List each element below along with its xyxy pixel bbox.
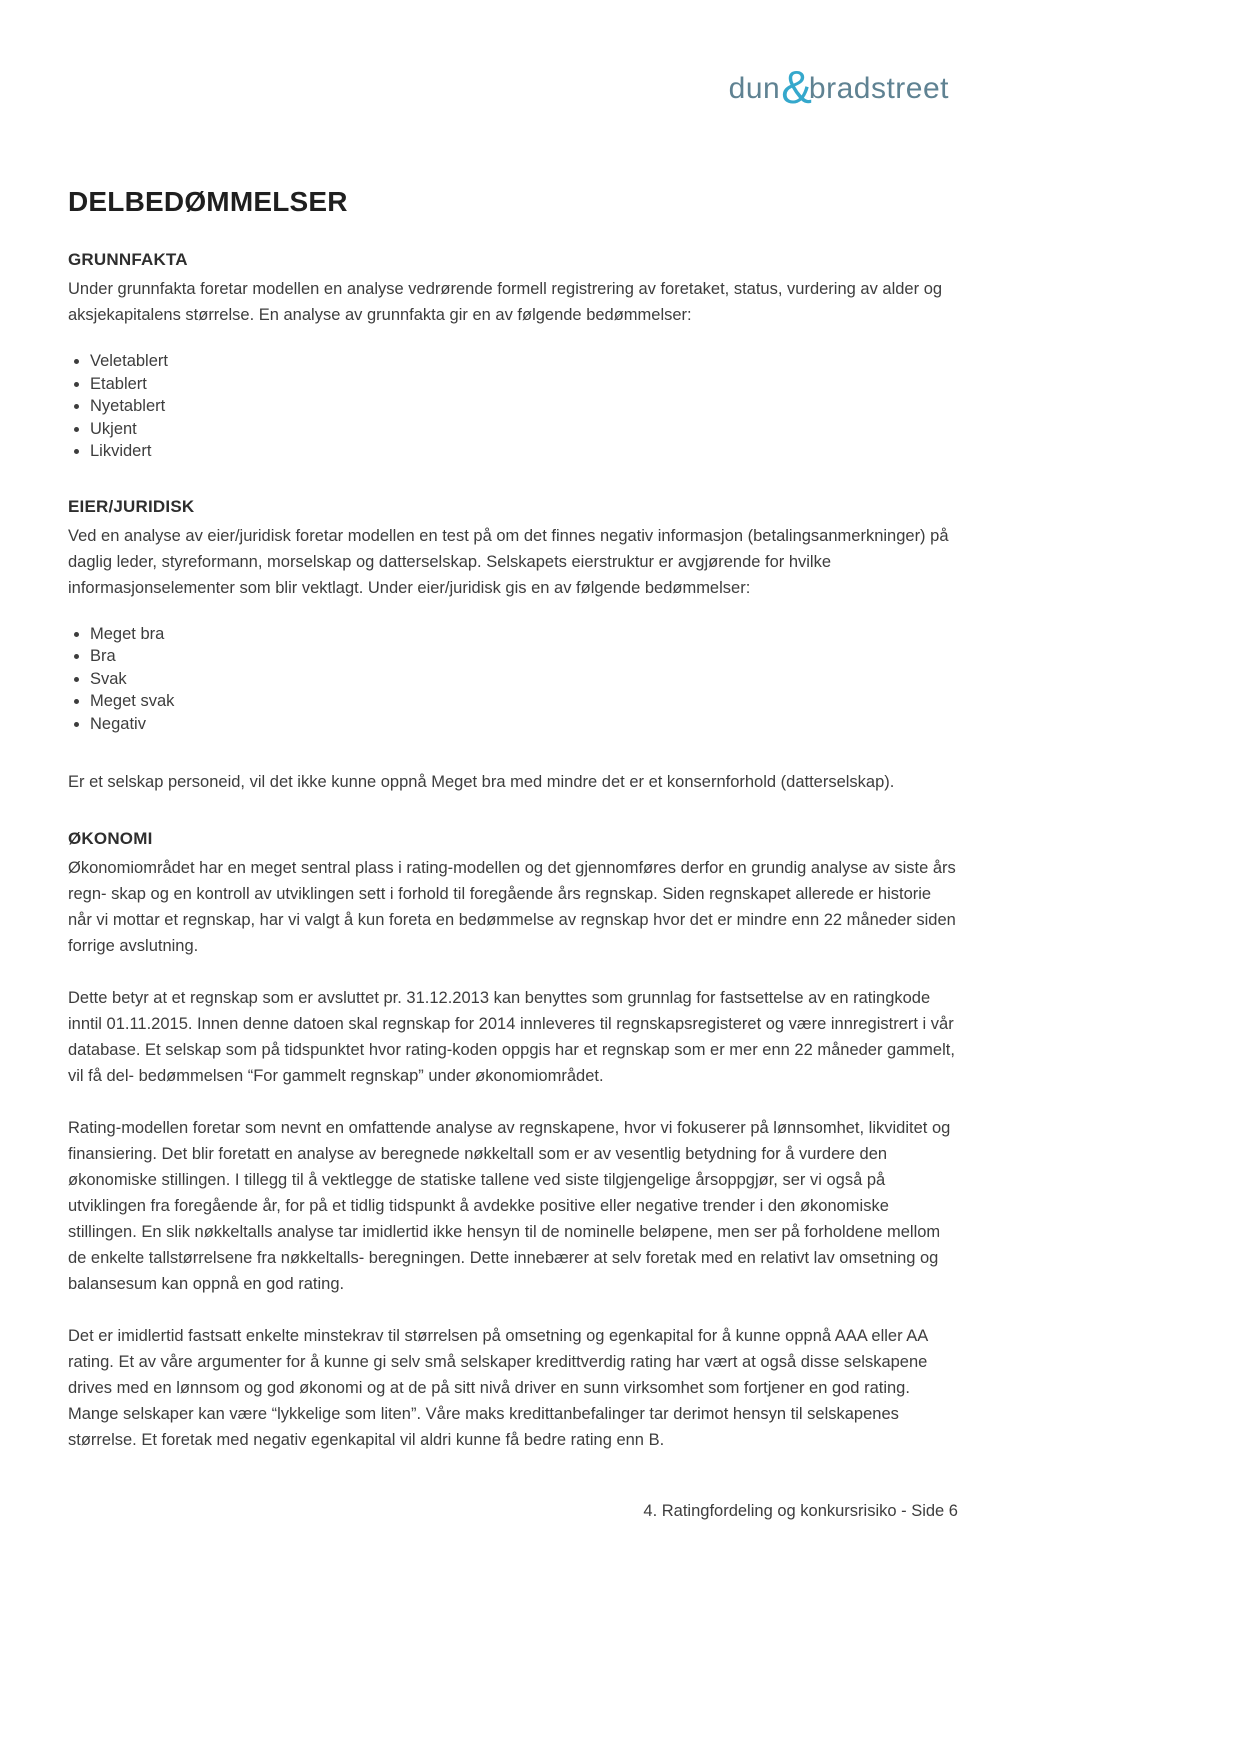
list-item: • Meget bra bbox=[90, 623, 958, 646]
note-paragraph: Er et selskap personeid, vil det ikke kunne oppnå Meget bra med mindre det er et konsernforhold (datterselskap). bbox=[68, 773, 895, 791]
document-content bbox=[68, 0, 958, 1479]
paragraph: Dette betyr at et regnskap som er avsluttet pr. 31.12.2013 kan benyttes som grunnlag for fastsettelse av en ratingkode inntil 01.11.2015. Innen denne datoen skal regnskap for 2014 innleveres til regnskapsregisteret og være innregistrert i vår database. Et selskap som på tidspunktet hvor rating-koden oppgis har et regnskap som er mer enn 22 måneder gammelt, vil få del- bedømmelsen “For gammelt regnskap” under økonomiområdet. bbox=[68, 989, 955, 1085]
bullet-list-grunnfakta bbox=[68, 350, 958, 463]
paragraph: Ved en analyse av eier/juridisk foretar modellen en test på om det finnes negativ informasjon (betalingsanmerkninger) på daglig leder, styreformann, morselskap og datterselskap. Selskapets eierstruktur er avgjørende for hvilke informasjonselementer som blir vektlagt. Under eier/juridisk gis en av følgende bedømmelser: bbox=[68, 526, 949, 597]
paragraph: Økonomiområdet har en meget sentral plass i rating-modellen og det gjennomføres derfor en grundig analyse av siste års regn- skap og en kontroll av utviklingen sett i forhold til foregående års regnskap. Siden regnskapet allerede er historie når vi mottar et regnskap, har vi valgt å kun foreta en bedømmelse av regnskap hvor det er mindre enn 22 måneder siden forrige avslutning. bbox=[68, 859, 956, 955]
paragraph: Under grunnfakta foretar modellen en analyse vedrørende formell registrering av foretaket, status, vurdering av alder og aksjekapitalens størrelse. En analyse av grunnfakta gir en av følgende bedømmelser: bbox=[68, 280, 943, 324]
list-item: • Etablert bbox=[90, 373, 958, 396]
list-item: • Meget svak bbox=[90, 690, 958, 713]
logo-word-dun: dun bbox=[728, 72, 781, 105]
section-heading-okonomi: ØKONOMI bbox=[68, 829, 153, 848]
list-item: • Svak bbox=[90, 668, 958, 691]
dun-bradstreet-logo: dun & bradstreet bbox=[728, 61, 949, 113]
list-item: • Ukjent bbox=[90, 418, 958, 441]
section-heading-eier-juridisk: EIER/JURIDISK bbox=[68, 496, 195, 516]
list-item: • Negativ bbox=[90, 713, 958, 736]
list-item: • Bra bbox=[90, 645, 958, 668]
paragraph: Det er imidlertid fastsatt enkelte minstekrav til størrelsen på omsetning og egenkapital for å kunne oppnå AAA eller AA rating. Et av våre argumenter for å kunne gi selv små selskaper kredittverdig rating har vært at også disse selskapene drives med en lønnsom og god økonomi og at de på sitt nivå driver en sunn virksomhet som fortjener en god rating. Mange selskaper kan være “lykkelige som liten”. Våre maks kredittanbefalinger tar derimot hensyn til selskapenes størrelse. Et foretak med negativ egenkapital vil aldri kunne få bedre rating enn B. bbox=[68, 1327, 928, 1449]
paragraph: Rating-modellen foretar som nevnt en omfattende analyse av regnskapene, hvor vi fokuserer på lønnsomhet, likviditet og finansiering. Det blir foretatt en analyse av beregnede nøkkeltall som er av vesentlig betydning for å vurdere den økonomiske stillingen. I tillegg til å vektlegge de statiske tallene ved siste tilgjengelige årsoppgjør, ser vi også på utviklingen fra foregående år, for på et tidlig tidspunkt å avdekke positive eller negative trender i den økonomiske stillingen. En slik nøkkeltalls analyse tar imidlertid ikke hensyn til de nominelle beløpene, men ser på forholdene mellom de enkelte tallstørrelsene fra nøkkeltalls- beregningen. Dette innebærer at selv foretak med en relativt lav omsetning og balansesum kan oppnå en god rating. bbox=[68, 1119, 951, 1293]
page-footer: 4. Ratingfordeling og konkursrisiko - Side 6 bbox=[643, 1502, 958, 1520]
logo-word-bradstreet: bradstreet bbox=[808, 72, 949, 105]
section-heading-grunnfakta: GRUNNFAKTA bbox=[68, 250, 188, 269]
bullet-list-eier-juridisk bbox=[68, 623, 958, 736]
list-item: • Veletablert bbox=[90, 350, 958, 373]
list-item: • Nyetablert bbox=[90, 395, 958, 418]
list-item: • Likvidert bbox=[90, 440, 958, 463]
page-title: DELBEDØMMELSER bbox=[68, 186, 348, 217]
